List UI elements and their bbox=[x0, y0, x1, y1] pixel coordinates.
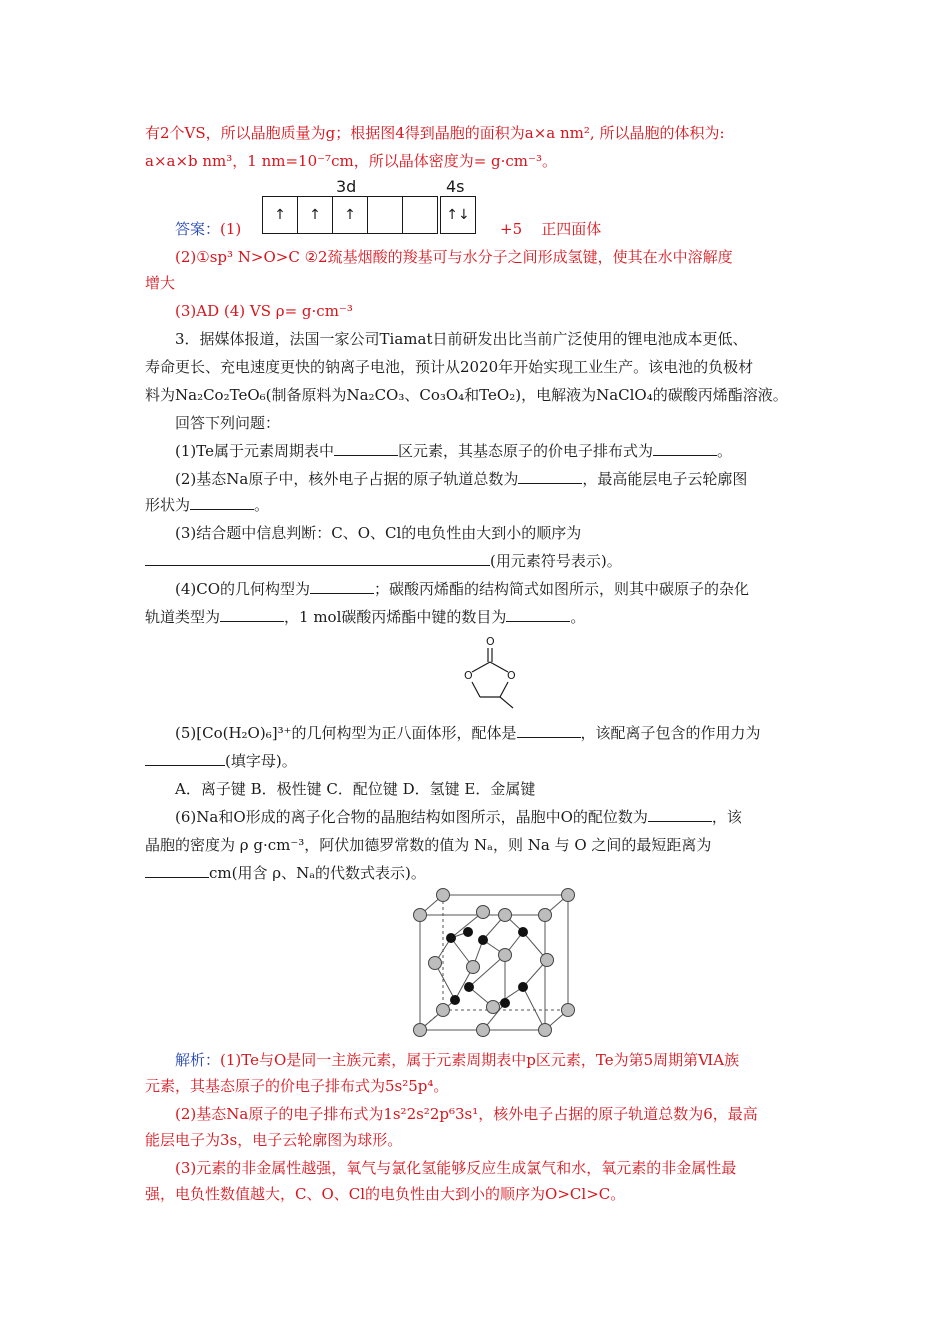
orbital-label-3d: 3d bbox=[336, 177, 357, 196]
molecular-shape: 正四面体 bbox=[541, 220, 602, 238]
sub-question-6-cont: 晶胞的密度为 ρ g·cm⁻³，阿伏加德罗常数的值为 Nₐ，则 Na 与 O 之间的最短距离为 bbox=[145, 836, 712, 854]
answer-item: (1) bbox=[220, 220, 242, 238]
propylene-carbonate-structure bbox=[455, 632, 525, 712]
sub-question-6-cont bbox=[145, 863, 810, 883]
answer-blank[interactable] bbox=[145, 551, 490, 566]
question-text: (2)基态Na原子中，核外电子占据的原子轨道总数为 bbox=[175, 470, 519, 488]
question-text: cm(用含 ρ、Nₐ的代数式表示)。 bbox=[209, 864, 426, 882]
orbital-diagram-3d bbox=[262, 196, 438, 234]
sub-question-3-cont bbox=[145, 551, 810, 571]
question-text: ，最高能层电子云轮廓图 bbox=[582, 470, 748, 488]
answer-text-line: (3)AD (4) VS ρ= g·cm⁻³ bbox=[175, 302, 353, 320]
bond-line bbox=[490, 662, 508, 672]
question-text: ，1 mol碳酸丙烯酯中键的数目为 bbox=[284, 608, 507, 626]
crystal-cell-diagram bbox=[405, 885, 580, 1040]
sub-question-4-cont bbox=[145, 607, 810, 627]
molecule-oxygen-label: O bbox=[507, 669, 516, 682]
oxygen-atom bbox=[477, 1024, 490, 1037]
analysis-line: (3)元素的非金属性越强，氧气与氯化氢能够反应生成氯气和水，氧元素的非金属性最 bbox=[175, 1159, 737, 1177]
sodium-atom bbox=[450, 995, 460, 1005]
orbital-box bbox=[441, 197, 475, 233]
analysis-line: 能层电子为3s，电子云轮廓图为球形。 bbox=[145, 1131, 403, 1149]
spin-up-arrow-icon: ↑ bbox=[274, 207, 286, 223]
answer-label: 答案： bbox=[175, 220, 221, 238]
answer-blank[interactable] bbox=[653, 441, 717, 456]
methyl-bond-line bbox=[500, 697, 513, 708]
oxygen-atom bbox=[437, 1004, 450, 1017]
question-text: 轨道类型为 bbox=[145, 608, 221, 626]
answer-blank[interactable] bbox=[648, 807, 712, 822]
sub-question-2-cont bbox=[145, 495, 810, 515]
question-text: (4)CO的几何构型为 bbox=[175, 580, 311, 598]
oxygen-atom bbox=[437, 889, 450, 902]
analysis-line bbox=[175, 1050, 810, 1070]
spin-pair-arrow-icon: ↑↓ bbox=[446, 207, 470, 223]
orbital-diagram-4s bbox=[440, 196, 476, 234]
oxygen-atom bbox=[539, 1024, 552, 1037]
sub-question-5-cont bbox=[145, 751, 810, 771]
answer-blank[interactable] bbox=[190, 495, 254, 510]
answer-extra bbox=[500, 219, 700, 239]
spin-up-arrow-icon: ↑ bbox=[309, 207, 321, 223]
question-text: 。 bbox=[570, 608, 586, 626]
answer-blank[interactable] bbox=[145, 863, 209, 878]
answer-text-line: a×a×b nm³，1 nm=10⁻⁷cm，所以晶体密度为= g·cm⁻³。 bbox=[145, 152, 557, 170]
sodium-atom bbox=[464, 982, 474, 992]
analysis-line: 元素，其基态原子的价电子排布式为5s²5p⁴。 bbox=[145, 1077, 449, 1095]
oxygen-atom bbox=[562, 1004, 575, 1017]
sub-question-4 bbox=[175, 579, 810, 599]
sub-question-3: (3)结合题中信息判断：C、O、Cl的电负性由大到小的顺序为 bbox=[175, 524, 582, 542]
oxygen-atom bbox=[414, 1024, 427, 1037]
oxygen-atom bbox=[414, 909, 427, 922]
molecule-oxygen-label: O bbox=[486, 635, 495, 648]
answer-text-line: 增大 bbox=[145, 274, 176, 292]
sodium-atom bbox=[500, 998, 510, 1008]
sodium-atom bbox=[446, 933, 456, 943]
analysis-label: 解析： bbox=[175, 1051, 221, 1069]
sub-question-2 bbox=[175, 469, 810, 489]
analysis-text: (1)Te与O是同一主族元素，属于元素周期表中p区元素，Te为第5周期第ⅥA族 bbox=[220, 1051, 740, 1069]
answer-text-line: 有2个VS，所以晶胞质量为g；根据图4得到晶胞的面积为a×a nm², 所以晶胞的体积为: bbox=[145, 124, 725, 142]
sub-question-1 bbox=[175, 441, 810, 461]
molecule-oxygen-label: O bbox=[464, 669, 473, 682]
question-text: 形状为 bbox=[145, 496, 191, 514]
orbital-box bbox=[333, 197, 368, 233]
oxygen-atom bbox=[429, 957, 442, 970]
answer-blank[interactable] bbox=[506, 607, 570, 622]
bond-line bbox=[472, 662, 490, 672]
spin-up-arrow-icon: ↑ bbox=[344, 207, 356, 223]
question-text: (填字母)。 bbox=[225, 752, 297, 770]
question-prompt: 回答下列问题： bbox=[175, 414, 281, 432]
orbital-box bbox=[403, 197, 437, 233]
sub-question-5 bbox=[175, 723, 810, 743]
bond-line bbox=[523, 987, 545, 1030]
oxygen-atom bbox=[499, 909, 512, 922]
sodium-atom bbox=[518, 982, 528, 992]
question-text: 。 bbox=[716, 442, 732, 460]
answer-blank[interactable] bbox=[310, 579, 374, 594]
question-text: (6)Na和O形成的离子化合物的晶胞结构如图所示，晶胞中O的配位数为 bbox=[175, 808, 648, 826]
sodium-atom bbox=[478, 935, 488, 945]
question-text: (1)Te属于元素周期表中 bbox=[175, 442, 334, 460]
orbital-label-4s: 4s bbox=[446, 177, 465, 196]
answer-blank[interactable] bbox=[145, 751, 225, 766]
analysis-line: 强，电负性数值越大，C、O、Cl的电负性由大到小的顺序为O>Cl>C。 bbox=[145, 1185, 626, 1203]
question-intro: 3．据媒体报道，法国一家公司Tiamat日前研发出比当前广泛使用的锂电池成本更低、 bbox=[175, 330, 748, 348]
question-text: 区元素，其基态原子的价电子排布式为 bbox=[397, 442, 653, 460]
sodium-atom bbox=[518, 927, 528, 937]
question-text: ，该配离子包含的作用力为 bbox=[580, 724, 761, 742]
oxygen-atom bbox=[541, 954, 554, 967]
answer-blank[interactable] bbox=[517, 723, 581, 738]
question-text: (用元素符号表示)。 bbox=[490, 552, 622, 570]
question-intro: 寿命更长、充电速度更快的钠离子电池，预计从2020年开始实现工业生产。该电池的负极材 bbox=[145, 358, 754, 376]
oxygen-atom bbox=[487, 1001, 500, 1014]
oxygen-atom bbox=[467, 961, 480, 974]
orbital-box bbox=[263, 197, 298, 233]
question-text: ，该 bbox=[711, 808, 742, 826]
answer-blank[interactable] bbox=[220, 607, 284, 622]
oxygen-atom bbox=[562, 889, 575, 902]
question-text: ；碳酸丙烯酯的结构简式如图所示，则其中碳原子的杂化 bbox=[374, 580, 750, 598]
bond-line bbox=[472, 682, 480, 697]
orbital-box bbox=[368, 197, 403, 233]
orbital-box bbox=[298, 197, 333, 233]
question-text: 。 bbox=[254, 496, 270, 514]
oxygen-atom bbox=[477, 906, 490, 919]
answer-blank[interactable] bbox=[334, 441, 398, 456]
analysis-line: (2)基态Na原子的电子排布式为1s²2s²2p⁶3s¹，核外电子占据的原子轨道总数为6，最高 bbox=[175, 1105, 758, 1123]
question-intro: 料为Na₂Co₂TeO₆(制备原料为Na₂CO₃、Co₃O₄和TeO₂)，电解液为NaClO₄的碳酸丙烯酯溶液。 bbox=[145, 386, 788, 404]
oxidation-state: +5 bbox=[500, 220, 523, 238]
sub-question-6 bbox=[175, 807, 810, 827]
answer-blank[interactable] bbox=[518, 469, 582, 484]
bond-line bbox=[500, 682, 508, 697]
oxygen-atom bbox=[499, 949, 512, 962]
sodium-atom bbox=[463, 927, 473, 937]
answer-text-line: (2)①sp³ N>O>C ②2巯基烟酸的羧基可与水分子之间形成氢键，使其在水中溶解度 bbox=[175, 248, 733, 266]
answer-options: A．离子键 B．极性键 C．配位键 D．氢键 E．金属键 bbox=[175, 780, 536, 798]
oxygen-atom bbox=[539, 909, 552, 922]
question-text: (5)[Co(H₂O)₆]³⁺的几何构型为正八面体形，配体是 bbox=[175, 724, 517, 742]
